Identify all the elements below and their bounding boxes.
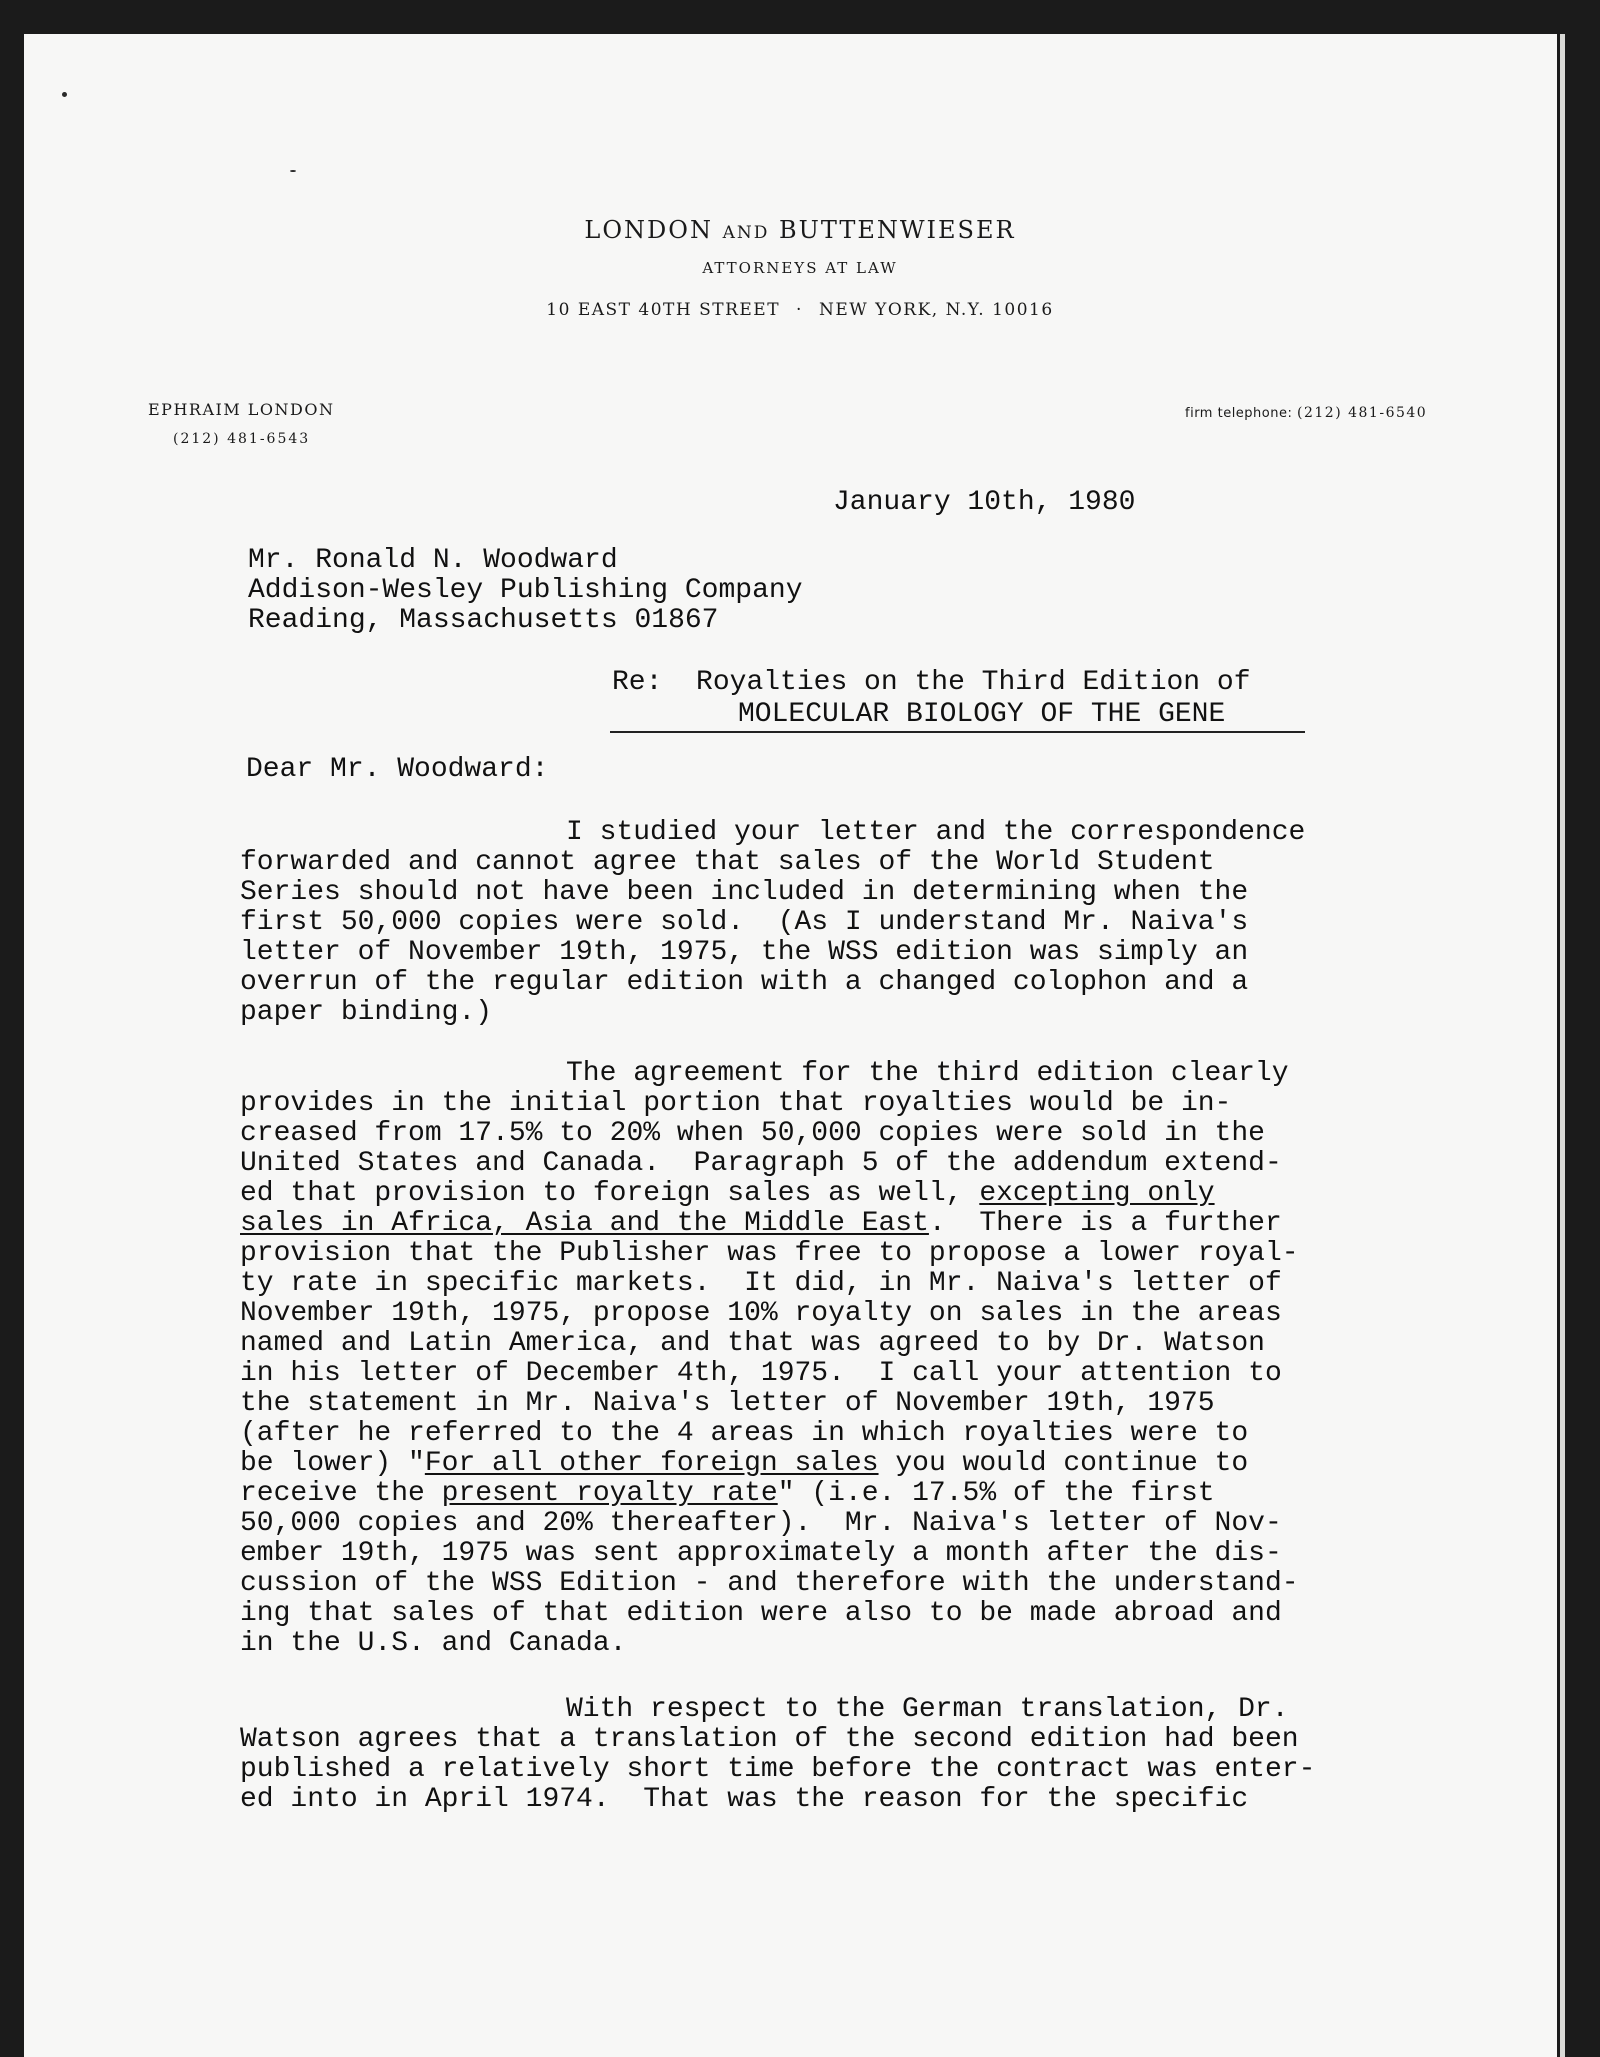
subject-book-title: MOLECULAR BIOLOGY OF THE GENE bbox=[738, 699, 1226, 730]
attorney-name: EPHRAIM LONDON bbox=[148, 400, 335, 419]
paragraph-3: With respect to the German translation, Dr. Watson agrees that a translation of the second edition had been published a relatively short time before the contract was enter- ed into in April 1974. That was the reason for the specific bbox=[240, 1694, 1316, 1815]
attorney-phone: (212) 481-6543 bbox=[173, 431, 311, 447]
firm-address: 10 EAST 40TH STREET · NEW YORK, N.Y. 10016 bbox=[546, 300, 1054, 320]
underlined-phrase: sales in Africa, Asia and the Middle East bbox=[240, 1208, 929, 1239]
paragraph-2: The agreement for the third edition clearly provides in the initial portion that royalties would be in- creased from 17.5% to 20% when 50,000 copies were sold in the United States and Canada. Paragraph 5 of the addendum extend- ed that provision to foreign sales as well, excepting only sales in Africa, Asia and the Middle East. There is a further provision that the Publisher was free to propose a lower royal- ty rate in specific markets. It did, in Mr. Naiva's letter of November 19th, 1975, propose 10% royalty on sales in the areas named and Latin America, and that was agreed to by Dr. Watson in his letter of December 4th, 1975. I call your attention to the statement in Mr. Naiva's letter of November 19th, 1975 (after he referred to the 4 areas in which royalties were to be lower) "For all other foreign sales you would continue to receive the present royalty rate" (i.e. 17.5% of the first 50,000 copies and 20% thereafter). Mr. Naiva's letter of Nov- ember 19th, 1975 was sent approximately a month after the dis- cussion of the WSS Edition - and therefore with the understand- ing that sales of that edition were also to be made abroad and in the U.S. and Canada. bbox=[240, 1058, 1299, 1659]
scan-speck bbox=[290, 170, 296, 172]
scan-speck bbox=[62, 92, 67, 97]
salutation: Dear Mr. Woodward: bbox=[246, 754, 549, 785]
firm-telephone: firm telephone: (212) 481-6540 bbox=[1185, 405, 1428, 421]
recipient-city: Reading, Massachusetts 01867 bbox=[248, 605, 719, 636]
firm-tagline: ATTORNEYS AT LAW bbox=[702, 259, 898, 277]
recipient-address bbox=[248, 546, 803, 636]
recipient-company: Addison-Wesley Publishing Company bbox=[248, 575, 803, 606]
recipient-name: Mr. Ronald N. Woodward bbox=[248, 545, 618, 576]
underlined-phrase: For all other foreign sales bbox=[424, 1448, 879, 1479]
subject-line bbox=[612, 668, 1251, 698]
firm-name: LONDON AND BUTTENWIESER bbox=[584, 216, 1016, 244]
letter-date: January 10th, 1980 bbox=[833, 487, 1136, 518]
subject-underline bbox=[610, 731, 1305, 733]
subject-text: Royalties on the Third Edition of bbox=[696, 667, 1251, 698]
underlined-phrase: excepting only bbox=[979, 1178, 1215, 1209]
page-edge bbox=[1560, 34, 1565, 2057]
paragraph-1: I studied your letter and the correspondence forwarded and cannot agree that sales of the World Student Series should not have been included in determining when the first 50,000 copies were sold. (As I understand Mr. Naiva's letter of November 19th, 1975, the WSS edition was simply an overrun of the regular edition with a changed colophon and a paper binding.) bbox=[240, 817, 1306, 1028]
underlined-phrase: present royalty rate bbox=[441, 1478, 778, 1509]
subject-label: Re: bbox=[612, 667, 663, 698]
